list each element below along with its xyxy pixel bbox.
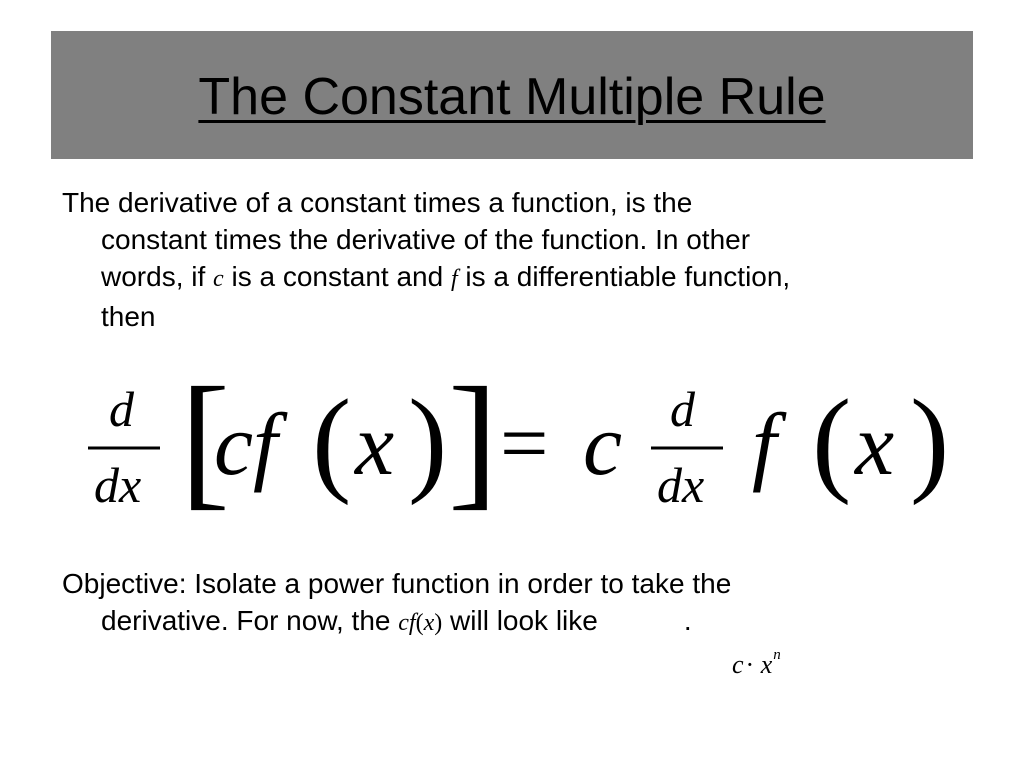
right-expr-x: x	[855, 397, 895, 494]
inline-expr-open-paren: (	[415, 610, 424, 636]
right-derivative-numerator: d	[670, 381, 695, 437]
expr-x: x	[355, 397, 395, 494]
definition-line-1: The derivative of a constant times a function, is the	[62, 187, 693, 218]
right-expr-left-paren: (	[812, 375, 852, 506]
left-paren: (	[312, 375, 352, 506]
right-derivative-denominator: dx	[657, 457, 705, 513]
inline-expr-cf: cf	[398, 610, 416, 636]
expr-cf: cf	[214, 397, 278, 494]
variable-f: f	[450, 266, 458, 292]
definition-line-3-start: words, if	[101, 261, 214, 292]
inline-expr-close-paren: )	[434, 610, 443, 636]
objective-paragraph	[62, 565, 972, 642]
objective-line-1: Objective: Isolate a power function in order to take the	[62, 568, 732, 599]
left-derivative-numerator: d	[109, 381, 134, 437]
objective-line-2-end: will look like	[442, 605, 598, 636]
right-bracket: ]	[448, 370, 498, 523]
title-bar	[51, 31, 973, 159]
definition-line-3-end: is a differentiable function,	[457, 261, 791, 292]
definition-line-2: constant times the derivative of the function. In other	[101, 224, 751, 255]
equals-sign: =	[500, 395, 549, 491]
definition-paragraph	[62, 184, 972, 335]
function-f: f	[752, 397, 777, 494]
constant-multiple-formula	[0, 370, 1024, 530]
left-derivative-denominator: dx	[94, 457, 142, 513]
power-expr-exponent-n: n	[773, 647, 781, 663]
inline-expr-x: x	[423, 610, 435, 636]
power-expr-x: x	[760, 650, 773, 679]
definition-line-3-middle: is a constant and	[223, 261, 451, 292]
power-expr-dot: ·	[745, 650, 755, 679]
definition-line-4: then	[101, 301, 156, 332]
power-expr-c: c	[732, 650, 744, 679]
objective-period: .	[683, 605, 692, 636]
constant-c: c	[583, 397, 623, 494]
variable-c: c	[213, 266, 224, 292]
definition-line-3	[62, 258, 972, 298]
right-paren: )	[408, 375, 448, 506]
right-expr-right-paren: )	[910, 375, 950, 506]
objective-line-2-start: derivative. For now, the	[101, 605, 399, 636]
objective-line-2	[62, 602, 972, 642]
slide-title: The Constant Multiple Rule	[198, 68, 826, 126]
power-function-expression	[732, 647, 781, 680]
left-bracket: [	[180, 370, 230, 523]
